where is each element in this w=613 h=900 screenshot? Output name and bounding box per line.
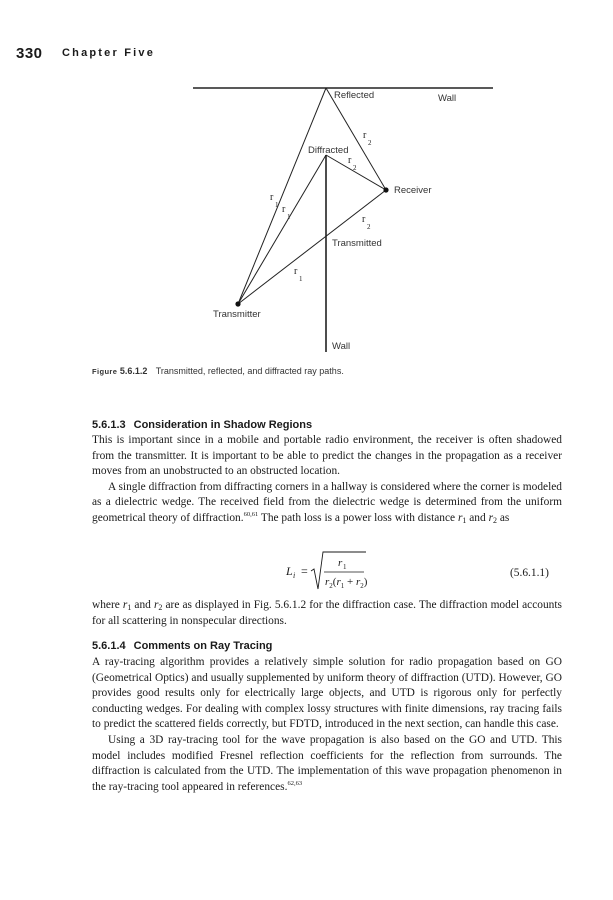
paragraph: This is important since in a mobile and portable radio environment, the receiver is often shadowed from the transmitter. It is important to be able to predict the changes in the propagation as a receiver moves from an unobstructed to an obstructed location. xyxy=(92,434,562,478)
svg-text:r: r xyxy=(363,130,367,141)
figure-caption-prefix: Figure xyxy=(92,367,118,376)
receiver-dot xyxy=(383,187,388,192)
variable-r: r xyxy=(457,511,463,524)
svg-text:1: 1 xyxy=(299,275,303,283)
svg-text:2: 2 xyxy=(367,223,371,231)
receiver-label: Receiver xyxy=(394,185,432,196)
paragraph-text: Using a 3D ray-tracing tool for the wave propagation is also based on the GO and UTD. This model includes modified Fresnel reflection coefficients for the reflection from surrounds. The diffraction is calculated from the UTD. The implementation of this wave propagation phenomenon in the ray-tracing tool appeared in references. xyxy=(92,733,562,793)
reflected-label: Reflected xyxy=(334,90,375,101)
svg-text:2: 2 xyxy=(368,139,372,147)
subscript: 1 xyxy=(127,603,132,612)
section-number: 5.6.1.4 xyxy=(92,640,126,652)
section-title: Consideration in Shadow Regions xyxy=(133,419,313,431)
reflected-ray-outgoing xyxy=(326,88,386,190)
figure-caption-text: Transmitted, reflected, and diffracted ray paths. xyxy=(155,366,344,376)
wall-top-label: Wall xyxy=(438,93,457,104)
equation-denominator: $r_2(r_1 + r_2)$ xyxy=(325,576,368,590)
svg-text:r: r xyxy=(282,204,286,215)
equation-numerator-subscript: 1 xyxy=(343,563,347,571)
svg-text:r: r xyxy=(348,155,352,166)
subscript: 1 xyxy=(462,515,467,525)
svg-text:1: 1 xyxy=(275,201,279,209)
subscript: 2 xyxy=(158,603,163,612)
svg-text:2: 2 xyxy=(353,164,357,172)
paragraph-text: and xyxy=(466,511,489,524)
label-r2-transmitted xyxy=(362,214,371,231)
section-heading-5613 xyxy=(92,419,312,431)
section-5614-body xyxy=(92,655,562,795)
transmitter-label: Transmitter xyxy=(213,309,261,320)
label-r1-reflected xyxy=(270,192,279,209)
paragraph-text: A single diffraction from diffracting corners in a hallway is considered where the corner is modeled as a dielectric wedge. The received field from the dielectric wedge is determined from the uniform geometrical theory of diffraction. xyxy=(92,480,562,524)
paragraph xyxy=(92,598,562,629)
equation-equals: = xyxy=(301,564,308,578)
reflected-ray-incident xyxy=(238,88,326,304)
label-r1-transmitted xyxy=(294,266,303,283)
svg-text:r: r xyxy=(294,266,298,277)
diffracted-ray-outgoing xyxy=(326,155,386,190)
equation-number: (5.6.1.1) xyxy=(510,567,549,579)
svg-text:r: r xyxy=(270,192,274,203)
subscript: 2 xyxy=(493,515,497,525)
after-equation-body xyxy=(92,598,562,629)
variable-r: r xyxy=(122,599,128,611)
paragraph-text: as xyxy=(497,511,510,524)
equation-lhs: L xyxy=(286,564,293,578)
section-heading-5614 xyxy=(92,640,272,652)
wall-bottom-label: Wall xyxy=(332,341,351,352)
paragraph: A ray-tracing algorithm provides a relatively simple solution for radio propagation based on GO (Geometrical Optics) and usually supplemented by uniform theory of diffraction (UTD). However, GO provides good results only for electrically large objects, and UTD is rigorous only for perfectly conducting wedges. For dealing with complex lossy structures with finite dimensions, ray tracing fails to predict the scattered fields correctly, but FDTD, introduced in the next section, can handle this case. xyxy=(92,656,562,731)
paragraph-text: where xyxy=(92,599,123,611)
section-5613-body xyxy=(92,433,562,527)
diffracted-label: Diffracted xyxy=(308,145,349,156)
figure-caption xyxy=(92,366,344,376)
paragraph-text: The path loss is a power loss with distance xyxy=(258,511,458,524)
equation-numerator: r xyxy=(338,557,343,569)
label-r2-diffracted xyxy=(348,155,357,172)
page-number: 330 xyxy=(16,45,43,62)
equation-lhs-subscript: i xyxy=(293,571,296,580)
ray-path-figure xyxy=(0,80,613,365)
paragraph xyxy=(92,480,562,527)
svg-text:r: r xyxy=(362,214,366,225)
chapter-label: Chapter Five xyxy=(62,47,156,59)
reference-superscript: 62,63 xyxy=(287,779,303,787)
paragraph xyxy=(92,733,562,795)
figure-caption-number: 5.6.1.2 xyxy=(119,366,148,376)
paragraph-text: and xyxy=(131,599,154,611)
transmitted-label: Transmitted xyxy=(332,238,382,249)
transmitter-dot xyxy=(235,301,240,306)
section-number: 5.6.1.3 xyxy=(92,419,126,431)
diffracted-ray-incident xyxy=(238,155,326,304)
label-r2-reflected xyxy=(363,130,372,147)
variable-r: r xyxy=(153,599,159,611)
variable-r: r xyxy=(488,511,493,524)
reference-superscript: 60,61 xyxy=(243,510,259,518)
paragraph-text: are as displayed in Fig. 5.6.1.2 for the diffraction case. The diffraction model accounts for all scattering in nonspecular directions. xyxy=(92,599,562,627)
section-title: Comments on Ray Tracing xyxy=(133,640,273,652)
label-r1-diffracted xyxy=(282,204,291,221)
svg-text:1: 1 xyxy=(287,213,291,221)
